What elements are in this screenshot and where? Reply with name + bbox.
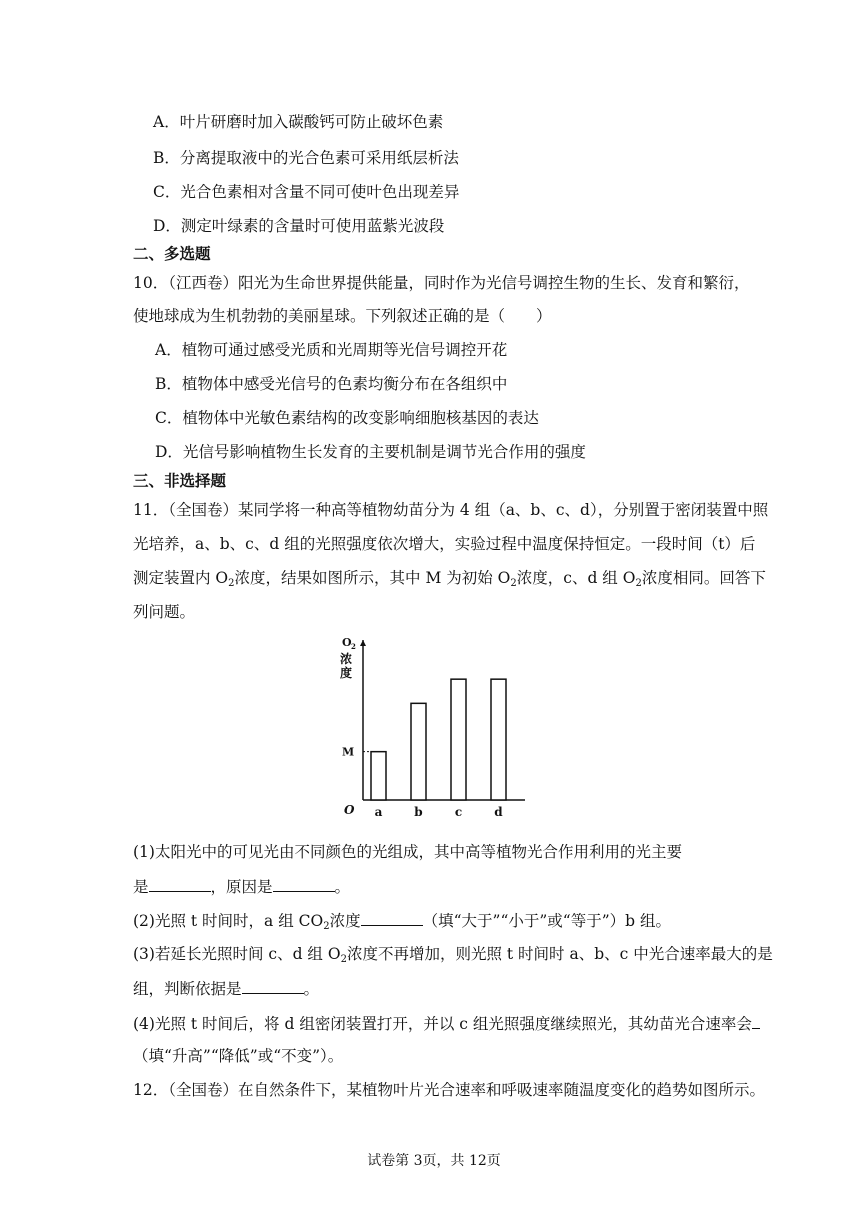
q11-part3-text: (3)若延长光照时间 c、d 组 O — [133, 945, 341, 963]
subscript: 2 — [510, 578, 517, 589]
origin-label: O — [344, 803, 355, 817]
q9-option-b: B．分离提取液中的光合色素可采用纸层析法 — [153, 149, 459, 167]
subscript: 2 — [340, 954, 347, 965]
q11-stem-line4: 列问题。 — [133, 603, 196, 621]
q11-part1-text: 。 — [334, 878, 351, 896]
q12-stem-line1: 12．（全国卷）在自然条件下，某植物叶片光合速率和呼吸速率随温度变化的趋势如图所示。 — [133, 1081, 765, 1099]
answer-blank[interactable] — [752, 1013, 760, 1029]
q11-part4-text: (4)光照 t 时间后，将 d 组密闭装置打开，并以 c 组光照强度继续照光，其幼苗光合速率会 — [133, 1015, 752, 1033]
subscript: 2 — [635, 578, 642, 589]
bar-b — [411, 703, 426, 800]
q10-option-a: A．植物可通过感受光质和光周期等光信号调控开花 — [155, 341, 508, 359]
o2-concentration-bar-chart — [330, 630, 530, 825]
q11-part4-line2: （填“升高”“降低”或“不变”）。 — [133, 1047, 344, 1065]
bar-d — [491, 679, 506, 800]
q11-part1-line2 — [133, 876, 350, 897]
page-footer: 试卷第 3页，共 12页 — [367, 1153, 501, 1169]
y-axis-label: O — [342, 636, 352, 649]
section-title-non-choice: 三、非选择题 — [133, 471, 227, 490]
x-tick-label: b — [414, 805, 423, 819]
section-title-multiple-choice: 二、多选题 — [133, 244, 211, 263]
q10-option-c: C．植物体中光敏色素结构的改变影响细胞核基因的表达 — [155, 409, 539, 427]
q10-option-b: B．植物体中感受光信号的色素均衡分布在各组织中 — [155, 375, 508, 393]
subscript: 2 — [228, 578, 235, 589]
q11-stem-line1: 11．（全国卷）某同学将一种高等植物幼苗分为 4 组（a、b、c、d），分别置于密闭装置中照 — [133, 501, 769, 519]
q11-line3-part: 浓度，结果如图所示，其中 M 为初始 O — [234, 569, 511, 587]
q11-stem-line2: 光培养，a、b、c、d 组的光照强度依次增大，实验过程中温度保持恒定。一段时间（t）后 — [133, 535, 756, 553]
q9-option-a: A．叶片研磨时加入碳酸钙可防止破坏色素 — [153, 113, 444, 131]
q11-part1-text: 是 — [133, 878, 149, 896]
q11-part4-line1 — [133, 1013, 760, 1034]
reference-label-m: M — [342, 745, 355, 759]
y-axis-label-char: 浓 — [340, 652, 353, 666]
q11-line3-part: 测定装置内 O — [133, 569, 229, 587]
q11-part2-text: (2)光照 t 时间时，a 组 CO — [133, 912, 324, 930]
q11-part3-line1 — [133, 944, 773, 964]
q10-stem-line1: 10．（江西卷）阳光为生命世界提供能量，同时作为光信号调控生物的生长、发育和繁衍， — [133, 274, 750, 292]
q11-part3-text: 浓度不再增加，则光照 t 时间时 a、b、c 中光合速率最大的是 — [346, 945, 773, 963]
q11-line3-part: 浓度相同。回答下 — [641, 569, 766, 587]
q11-stem-line3 — [133, 568, 766, 588]
q10-option-d: D．光信号影响植物生长发育的主要机制是调节光合作用的强度 — [155, 443, 586, 461]
answer-blank[interactable] — [242, 978, 304, 994]
y-axis-arrow — [360, 640, 366, 646]
q9-option-d: D．测定叶绿素的含量时可使用蓝紫光波段 — [153, 217, 445, 235]
q10-stem-line2: 使地球成为生机勃勃的美丽星球。下列叙述正确的是（ ） — [133, 307, 552, 325]
x-tick-label: c — [454, 805, 463, 819]
q11-part3-line2 — [133, 978, 319, 999]
bar-a — [371, 752, 386, 800]
x-tick-label: a — [374, 805, 383, 819]
q9-option-c: C．光合色素相对含量不同可使叶色出现差异 — [153, 183, 460, 201]
answer-blank[interactable] — [273, 876, 335, 892]
q11-line3-part: 浓度，c、d 组 O — [516, 569, 636, 587]
x-tick-label: d — [494, 805, 503, 819]
q11-part3-text: 组，判断依据是 — [133, 980, 242, 998]
q11-part2-text: （填“大于”“小于”或“等于”）b 组。 — [422, 912, 671, 930]
subscript: 2 — [323, 921, 330, 932]
q11-part1-text: ，原因是 — [210, 878, 273, 896]
y-axis-label-char: 度 — [340, 666, 353, 680]
q11-part1-line1: (1)太阳光中的可见光由不同颜色的光组成，其中高等植物光合作用利用的光主要 — [133, 843, 682, 861]
answer-blank[interactable] — [361, 910, 423, 926]
q11-part3-text: 。 — [303, 980, 320, 998]
bar-c — [451, 679, 466, 800]
q11-part2 — [133, 910, 671, 931]
y-axis-label-subscript: 2 — [351, 642, 356, 651]
answer-blank[interactable] — [149, 876, 211, 892]
q11-part2-text: 浓度 — [329, 912, 361, 930]
